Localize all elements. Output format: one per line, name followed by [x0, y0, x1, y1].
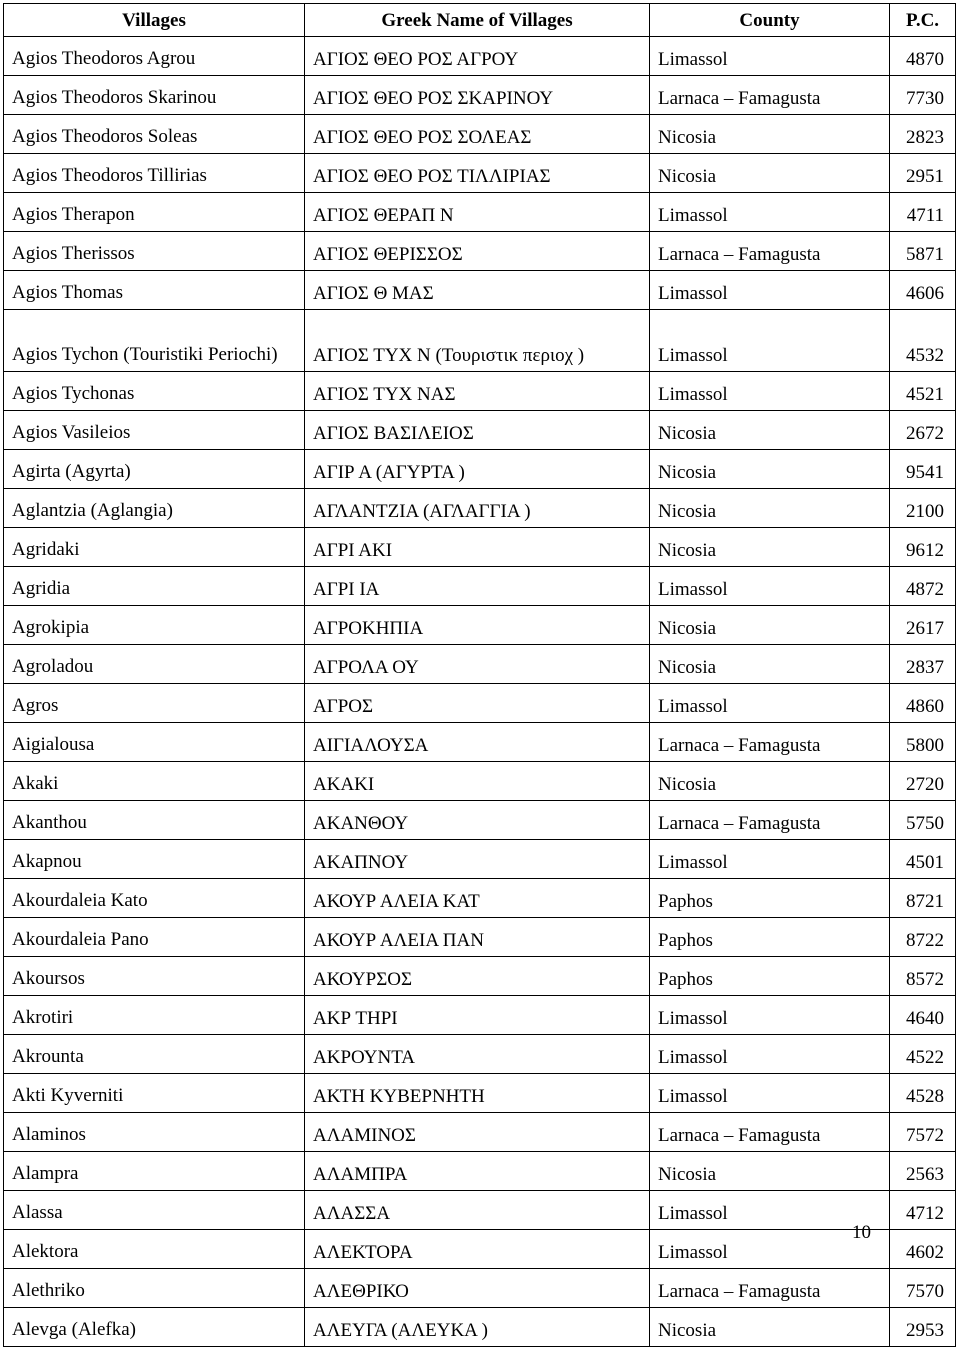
postal-code: 7572: [890, 1113, 956, 1152]
county: Limassol: [650, 840, 890, 879]
table-row: [4, 762, 956, 801]
table-row: [4, 1113, 956, 1152]
county: Limassol: [650, 1035, 890, 1074]
postal-code: 4532: [890, 310, 956, 372]
table-row: [4, 840, 956, 879]
greek-name: ΑΓΛΑΝΤΖΙΑ (ΑΓΛΑΓΓΙΑ ): [305, 489, 650, 528]
table-row: [4, 450, 956, 489]
village-name: Agridaki: [4, 528, 305, 567]
postal-code: 2563: [890, 1152, 956, 1191]
table-row: [4, 411, 956, 450]
village-name: Akanthou: [4, 801, 305, 840]
village-name: Agrokipia: [4, 606, 305, 645]
greek-name: ΑΓΡΟΚΗΠΙΑ: [305, 606, 650, 645]
header-postal-code: P.C.: [890, 4, 956, 37]
county: Nicosia: [650, 528, 890, 567]
village-name: Agios Theodoros Agrou: [4, 37, 305, 76]
greek-name: ΑΓΙΟΣ ΘΕΡΑΠ Ν: [305, 193, 650, 232]
county: Nicosia: [650, 1152, 890, 1191]
county: Limassol: [650, 1074, 890, 1113]
county: Limassol: [650, 37, 890, 76]
greek-name: ΑΛΑΜΙΝΟΣ: [305, 1113, 650, 1152]
postal-code: 4711: [890, 193, 956, 232]
village-name: Agridia: [4, 567, 305, 606]
table-row: [4, 37, 956, 76]
postal-code: 9541: [890, 450, 956, 489]
village-name: Akourdaleia Pano: [4, 918, 305, 957]
postal-code: 4872: [890, 567, 956, 606]
postal-code: 5800: [890, 723, 956, 762]
postal-code: 8572: [890, 957, 956, 996]
village-name: Agios Theodoros Skarinou: [4, 76, 305, 115]
villages-table: [3, 3, 956, 1347]
greek-name: ΑΓΙΟΣ ΘΕΟ ΡΟΣ ΣΚΑΡΙΝΟΥ: [305, 76, 650, 115]
postal-code: 2720: [890, 762, 956, 801]
greek-name: ΑΚΡ ΤΗΡΙ: [305, 996, 650, 1035]
greek-name: ΑΚΡΟΥΝΤΑ: [305, 1035, 650, 1074]
county: Limassol: [650, 996, 890, 1035]
greek-name: ΑΚΑΠΝΟΥ: [305, 840, 650, 879]
village-name: Alethriko: [4, 1269, 305, 1308]
postal-code: 4501: [890, 840, 956, 879]
village-name: Alampra: [4, 1152, 305, 1191]
greek-name: ΑΓΙΟΣ ΘΕΡΙΣΣΟΣ: [305, 232, 650, 271]
table-row: [4, 193, 956, 232]
table-row: [4, 645, 956, 684]
postal-code: 5750: [890, 801, 956, 840]
greek-name: ΑΓΡΟΣ: [305, 684, 650, 723]
table-row: [4, 918, 956, 957]
county: Larnaca – Famagusta: [650, 1113, 890, 1152]
village-name: Agios Tychonas: [4, 372, 305, 411]
table-row: [4, 723, 956, 762]
table-body: [4, 37, 956, 1347]
table-row: [4, 567, 956, 606]
county: Limassol: [650, 310, 890, 372]
greek-name: ΑΓΡΙ ΑΚΙ: [305, 528, 650, 567]
county: Nicosia: [650, 606, 890, 645]
county: Nicosia: [650, 489, 890, 528]
table-row: [4, 528, 956, 567]
table-row: [4, 1035, 956, 1074]
county: Nicosia: [650, 450, 890, 489]
county: Paphos: [650, 879, 890, 918]
postal-code: 2823: [890, 115, 956, 154]
table-row: [4, 76, 956, 115]
table-row: [4, 154, 956, 193]
postal-code: 9612: [890, 528, 956, 567]
village-name: Agios Therissos: [4, 232, 305, 271]
postal-code: 4602: [890, 1230, 956, 1269]
greek-name: ΑΓΙΟΣ ΘΕΟ ΡΟΣ ΑΓΡΟΥ: [305, 37, 650, 76]
table-row: [4, 1191, 956, 1230]
village-name: Alevga (Alefka): [4, 1308, 305, 1347]
postal-code: 4712: [890, 1191, 956, 1230]
postal-code: 2837: [890, 645, 956, 684]
table-row: [4, 957, 956, 996]
table-row: [4, 1074, 956, 1113]
header-villages: Villages: [4, 4, 305, 37]
county: Larnaca – Famagusta: [650, 232, 890, 271]
greek-name: ΑΛΑΣΣΑ: [305, 1191, 650, 1230]
greek-name: ΑΚΟΥΡ ΑΛΕΙΑ ΠΑΝ: [305, 918, 650, 957]
postal-code: 7570: [890, 1269, 956, 1308]
greek-name: ΑΓΡΙ ΙΑ: [305, 567, 650, 606]
county: Limassol: [650, 1191, 890, 1230]
village-name: Akapnou: [4, 840, 305, 879]
table-row: [4, 372, 956, 411]
village-name: Akaki: [4, 762, 305, 801]
village-name: Aigialousa: [4, 723, 305, 762]
table-row: [4, 232, 956, 271]
greek-name: ΑΚΟΥΡ ΑΛΕΙΑ ΚΑΤ: [305, 879, 650, 918]
table-row: [4, 879, 956, 918]
greek-name: ΑΚΑΚΙ: [305, 762, 650, 801]
greek-name: ΑΓΙΡ Α (ΑΓΥΡΤΑ ): [305, 450, 650, 489]
village-name: Agios Thomas: [4, 271, 305, 310]
greek-name: ΑΛΑΜΠΡΑ: [305, 1152, 650, 1191]
postal-code: 2953: [890, 1308, 956, 1347]
county: Larnaca – Famagusta: [650, 723, 890, 762]
village-name: Akoursos: [4, 957, 305, 996]
village-name: Aglantzia (Aglangia): [4, 489, 305, 528]
table-header: [4, 4, 956, 37]
greek-name: ΑΛΕΚΤΟΡΑ: [305, 1230, 650, 1269]
greek-name: ΑΚΟΥΡΣΟΣ: [305, 957, 650, 996]
village-name: Alassa: [4, 1191, 305, 1230]
county: Nicosia: [650, 411, 890, 450]
county: Paphos: [650, 957, 890, 996]
greek-name: ΑΛΕΘΡΙΚΟ: [305, 1269, 650, 1308]
page-number: 10: [852, 1222, 871, 1243]
postal-code: 8722: [890, 918, 956, 957]
village-name: Agios Therapon: [4, 193, 305, 232]
table-row: [4, 801, 956, 840]
postal-code: 2617: [890, 606, 956, 645]
village-name: Agroladou: [4, 645, 305, 684]
postal-code: 2100: [890, 489, 956, 528]
county: Larnaca – Famagusta: [650, 801, 890, 840]
postal-code: 4522: [890, 1035, 956, 1074]
village-name: Akrotiri: [4, 996, 305, 1035]
table-row: [4, 1308, 956, 1347]
county: Nicosia: [650, 154, 890, 193]
county: Limassol: [650, 372, 890, 411]
postal-code: 4640: [890, 996, 956, 1035]
village-name: Agios Theodoros Soleas: [4, 115, 305, 154]
village-name: Akourdaleia Kato: [4, 879, 305, 918]
county: Nicosia: [650, 1308, 890, 1347]
county: Nicosia: [650, 762, 890, 801]
table-row: [4, 1230, 956, 1269]
postal-code: 4860: [890, 684, 956, 723]
table-row: [4, 271, 956, 310]
county: Limassol: [650, 684, 890, 723]
greek-name: ΑΓΙΟΣ ΤΥΧ ΝΑΣ: [305, 372, 650, 411]
greek-name: ΑΓΙΟΣ Θ ΜΑΣ: [305, 271, 650, 310]
village-name: Agros: [4, 684, 305, 723]
table-row: [4, 115, 956, 154]
greek-name: ΑΚΤΗ ΚΥΒΕΡΝΗΤΗ: [305, 1074, 650, 1113]
table-row: [4, 684, 956, 723]
village-name: Agirta (Agyrta): [4, 450, 305, 489]
header-county: County: [650, 4, 890, 37]
table-row: [4, 606, 956, 645]
greek-name: ΑΓΙΟΣ ΘΕΟ ΡΟΣ ΣΟΛΕΑΣ: [305, 115, 650, 154]
postal-code: 4521: [890, 372, 956, 411]
county: Limassol: [650, 193, 890, 232]
county: Nicosia: [650, 645, 890, 684]
village-name: Agios Vasileios: [4, 411, 305, 450]
county: Limassol: [650, 567, 890, 606]
county: Limassol: [650, 271, 890, 310]
county: Larnaca – Famagusta: [650, 76, 890, 115]
village-name: Alaminos: [4, 1113, 305, 1152]
village-name: Agios Tychon (Touristiki Periochi): [4, 310, 305, 372]
greek-name: ΑΙΓΙΑΛΟΥΣΑ: [305, 723, 650, 762]
village-name: Akti Kyverniti: [4, 1074, 305, 1113]
county: Limassol: [650, 1230, 890, 1269]
postal-code: 4870: [890, 37, 956, 76]
table-row: [4, 996, 956, 1035]
village-name: Agios Theodoros Tillirias: [4, 154, 305, 193]
table-row: [4, 1152, 956, 1191]
county: Paphos: [650, 918, 890, 957]
header-row: [4, 4, 956, 37]
county: Larnaca – Famagusta: [650, 1269, 890, 1308]
county: Nicosia: [650, 115, 890, 154]
greek-name: ΑΓΡΟΛΑ ΟΥ: [305, 645, 650, 684]
postal-code: 4606: [890, 271, 956, 310]
header-greek-name: Greek Name of Villages: [305, 4, 650, 37]
table-row: [4, 1269, 956, 1308]
postal-code: 2672: [890, 411, 956, 450]
postal-code: 8721: [890, 879, 956, 918]
postal-code: 4528: [890, 1074, 956, 1113]
postal-code: 2951: [890, 154, 956, 193]
postal-code: 5871: [890, 232, 956, 271]
greek-name: ΑΓΙΟΣ ΤΥΧ Ν (Τουριστικ περιοχ ): [305, 310, 650, 372]
table-row: [4, 310, 956, 372]
greek-name: ΑΓΙΟΣ ΒΑΣΙΛΕΙΟΣ: [305, 411, 650, 450]
postal-code: 7730: [890, 76, 956, 115]
greek-name: ΑΛΕΥΓΑ (ΑΛΕΥΚΑ ): [305, 1308, 650, 1347]
village-name: Alektora: [4, 1230, 305, 1269]
greek-name: ΑΓΙΟΣ ΘΕΟ ΡΟΣ ΤΙΛΛΙΡΙΑΣ: [305, 154, 650, 193]
table-row: [4, 489, 956, 528]
village-name: Akrounta: [4, 1035, 305, 1074]
greek-name: ΑΚΑΝΘΟΥ: [305, 801, 650, 840]
